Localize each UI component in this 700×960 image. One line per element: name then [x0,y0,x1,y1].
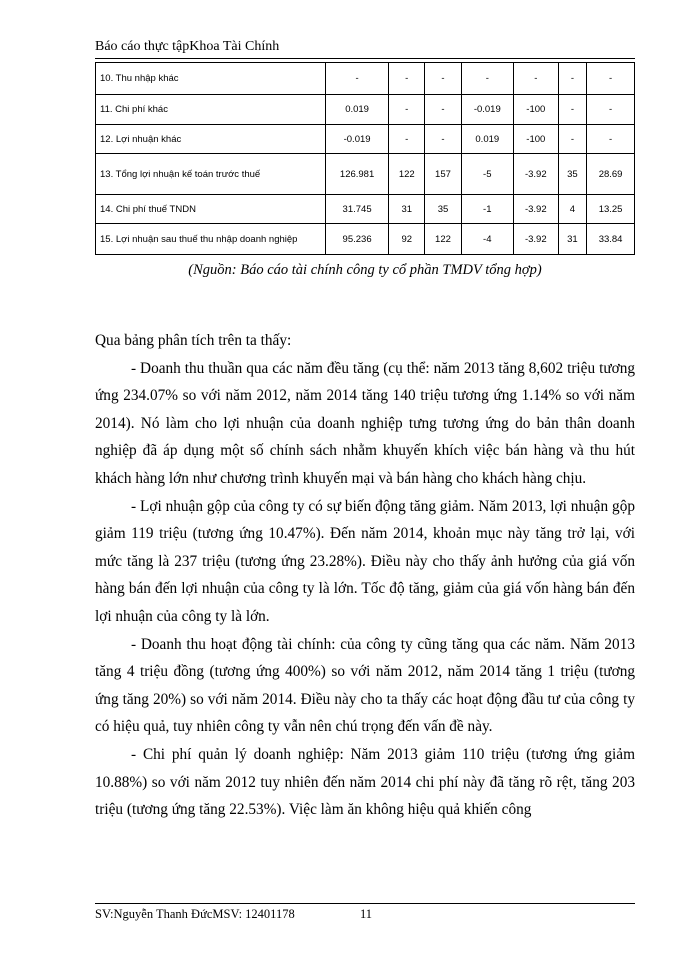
header-divider [95,58,635,59]
row-label: 10. Thu nhập khác [96,63,326,95]
table-cell: 0.019 [326,95,389,125]
table-cell: - [461,63,513,95]
table-cell: 92 [389,224,425,255]
table-cell: -5 [461,154,513,195]
table-cell: 95.236 [326,224,389,255]
table-source-caption: (Nguồn: Báo cáo tài chính công ty cổ phần TMDV tổng hợp) [188,262,542,278]
table-row [96,95,635,125]
table-cell: - [513,63,558,95]
table-cell: 13.25 [587,195,635,224]
table-cell: - [425,63,461,95]
table-row [96,125,635,154]
table-cell: - [558,63,587,95]
table-cell: 35 [558,154,587,195]
paragraph-revenue: - Doanh thu thuần qua các năm đều tăng (cụ thể: năm 2013 tăng 8,602 triệu tương ứng 234.07% so với năm 2012, năm 2014 tăng 140 triệu tương ứng 1.14% so với năm 2014). Nó làm cho lợi nhuận của doanh nghiệp tưng tương ứng do bản thân doanh nghiệp đã áp dụng một số chính sách nhằm khuyến khích việc bán hàng và thu hút khách hàng lớn như chương trình khuyến mại và bán hàng cho khách hàng chịu. [95,359,635,487]
table-cell: - [558,95,587,125]
table-cell: - [558,125,587,154]
table-cell: - [425,95,461,125]
table-cell: 31 [389,195,425,224]
table-cell: -4 [461,224,513,255]
intro-paragraph: Qua bảng phân tích trên ta thấy: [95,332,292,349]
table-cell: - [587,95,635,125]
paragraph-admin-expense: - Chi phí quản lý doanh nghiệp: Năm 2013 giảm 110 triệu (tương ứng giảm 10.88%) so với năm 2012 tuy nhiên đến năm 2014 chi phí này đã tăng rõ rệt, tăng 203 triệu (tương ứng tăng 22.53%). Việc làm ăn không hiệu quả khiến công [95,745,635,819]
table-cell: -1 [461,195,513,224]
table-cell: - [389,125,425,154]
row-label: 12. Lợi nhuận khác [96,125,326,154]
student-info: SV:Nguyễn Thanh ĐứcMSV: 12401178 [95,907,295,921]
table-cell: 122 [389,154,425,195]
table-cell: 35 [425,195,461,224]
table-cell: -0.019 [326,125,389,154]
row-label: 15. Lợi nhuận sau thuế thu nhập doanh nghiệp [96,224,326,255]
table-row [96,63,635,95]
table-cell: - [425,125,461,154]
table-cell: 28.69 [587,154,635,195]
page-footer [95,907,373,922]
table-cell: 126.981 [326,154,389,195]
table-cell: 4 [558,195,587,224]
footer-divider [95,903,635,904]
paragraph-financial-revenue: - Doanh thu hoạt động tài chính: của công ty cũng tăng qua các năm. Năm 2013 tăng 4 triệu đồng (tương ứng 400%) so với năm 2012, năm 2014 tăng 1 triệu (tương ứng tăng 20%) so với năm 2014. Điều này cho ta thấy các hoạt động đầu tư của công ty có hiệu quả, tuy nhiên công ty vẫn nên chú trọng đến vấn đề này. [95,635,635,736]
table-cell: 33.84 [587,224,635,255]
table-row [96,195,635,224]
paragraph-gross-profit: - Lợi nhuận gộp của công ty có sự biến động tăng giảm. Năm 2013, lợi nhuận gộp giảm 119 triệu (tương ứng 10.47%). Đến năm 2014, khoản mục này tăng trở lại, với mức tăng là 237 triệu (tương ứng 23.28%). Điều này cho thấy ảnh hưởng của giá vốn hàng bán đến lợi nhuận của công ty là lớn. Tốc độ tăng, giảm của giá vốn hàng bán đến lợi nhuận của công ty là lớn. [95,497,635,625]
table-cell: -3.92 [513,154,558,195]
table-cell: 157 [425,154,461,195]
table-cell: - [326,63,389,95]
table-cell: 31 [558,224,587,255]
table-cell: -100 [513,125,558,154]
analysis-text [95,327,635,824]
table-cell: - [587,63,635,95]
table-cell: - [389,95,425,125]
table-cell: - [587,125,635,154]
table-cell: -3.92 [513,195,558,224]
row-label: 14. Chi phí thuế TNDN [96,195,326,224]
table-cell: - [389,63,425,95]
table-row [96,154,635,195]
table-cell: -0.019 [461,95,513,125]
table-cell: 31.745 [326,195,389,224]
page-number: 11 [360,907,373,921]
row-label: 13. Tổng lợi nhuận kế toán trước thuế [96,154,326,195]
table-cell: -100 [513,95,558,125]
row-label: 11. Chi phí khác [96,95,326,125]
table-cell: 122 [425,224,461,255]
page-header: Báo cáo thực tậpKhoa Tài Chính [95,39,280,54]
table-cell: 0.019 [461,125,513,154]
table-cell: -3.92 [513,224,558,255]
financial-table [95,62,635,255]
table-row [96,224,635,255]
